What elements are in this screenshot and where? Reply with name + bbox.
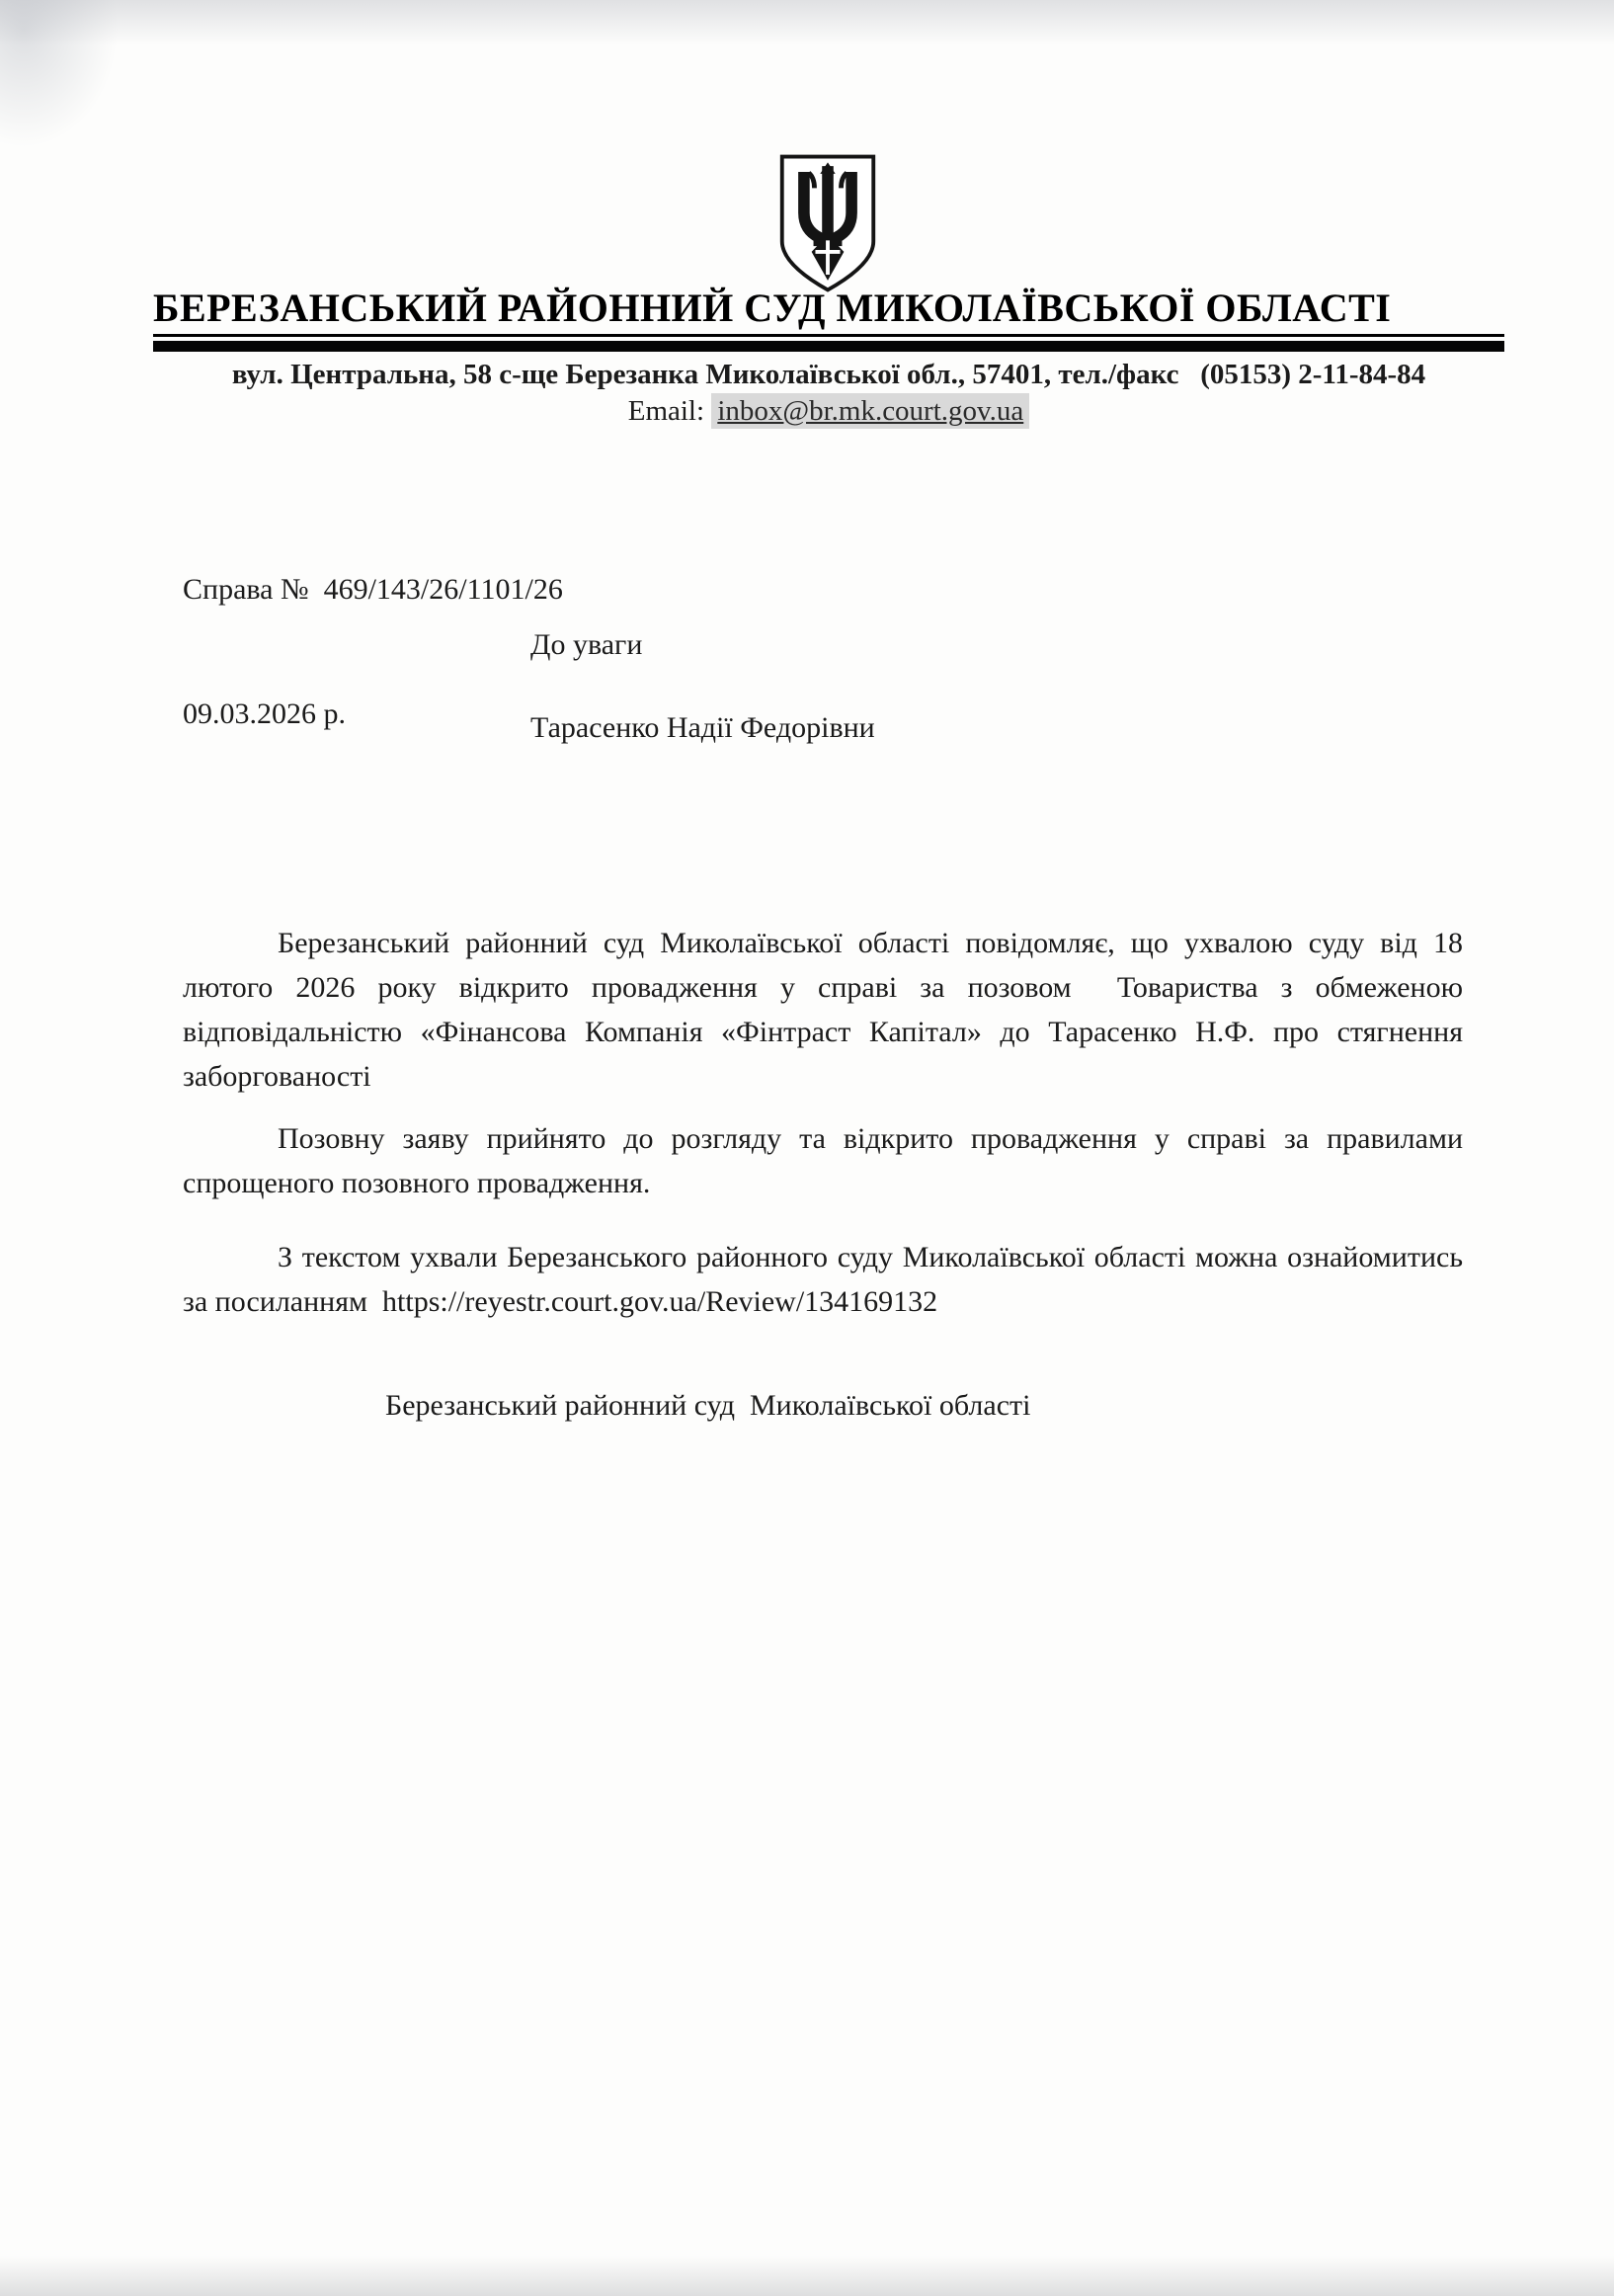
recipient-name: Тарасенко Надії Федорівни (530, 711, 875, 744)
paragraph-registry-text: З текстом ухвали Березанського районного суду Миколаївської області можна ознайомитись за посиланням (183, 1241, 1471, 1318)
court-address-line: вул. Центральна, 58 с-ще Березанка Миколаївської обл., 57401, тел./факс (05153) 2-11-84-84 (231, 359, 1426, 390)
scan-noise-top-left (0, 0, 119, 148)
attention-label: До уваги (530, 628, 643, 661)
email-label: Email: (627, 395, 712, 427)
court-email-line (153, 395, 1504, 428)
ukraine-trident-shield-icon (775, 150, 880, 296)
case-info-block (183, 486, 563, 818)
paragraph-proceedings-opened: Березанський районний суд Миколаївської області повідомляє, що ухвалою суду від 18 лютого 2026 року відкрито провадження у справі за позовом Товариства з обмеженою відповідальністю «Фінансова Компанія «Фінтраст Капітал» до Тарасенко Н.Ф. про стягнення заборгованості (183, 927, 1471, 1093)
court-email-link[interactable]: inbox@br.mk.court.gov.ua (711, 393, 1029, 429)
paragraph-registry (183, 1235, 1471, 1324)
letterhead (153, 285, 1504, 428)
registry-link[interactable]: https://reyestr.court.gov.ua/Review/134169132 (382, 1285, 938, 1318)
case-date-line: 09.03.2026 р. (183, 697, 346, 730)
paragraph-simplified-procedure: Позовну заяву прийнято до розгляду та відкрито провадження у справі за правилами спрощеного позовного провадження. (183, 1122, 1471, 1199)
scan-noise-bottom (0, 2256, 1614, 2296)
scan-noise-top (0, 0, 1614, 45)
court-name-title: БЕРЕЗАНСЬКИЙ РАЙОННИЙ СУД МИКОЛАЇВСЬКОЇ ОБЛАСТІ (153, 285, 1504, 337)
signature-line: Березанський районний суд Миколаївської області (385, 1389, 1031, 1422)
case-number-line: Справа № 469/143/26/1101/26 (183, 573, 563, 606)
header-divider-bar (153, 341, 1504, 352)
